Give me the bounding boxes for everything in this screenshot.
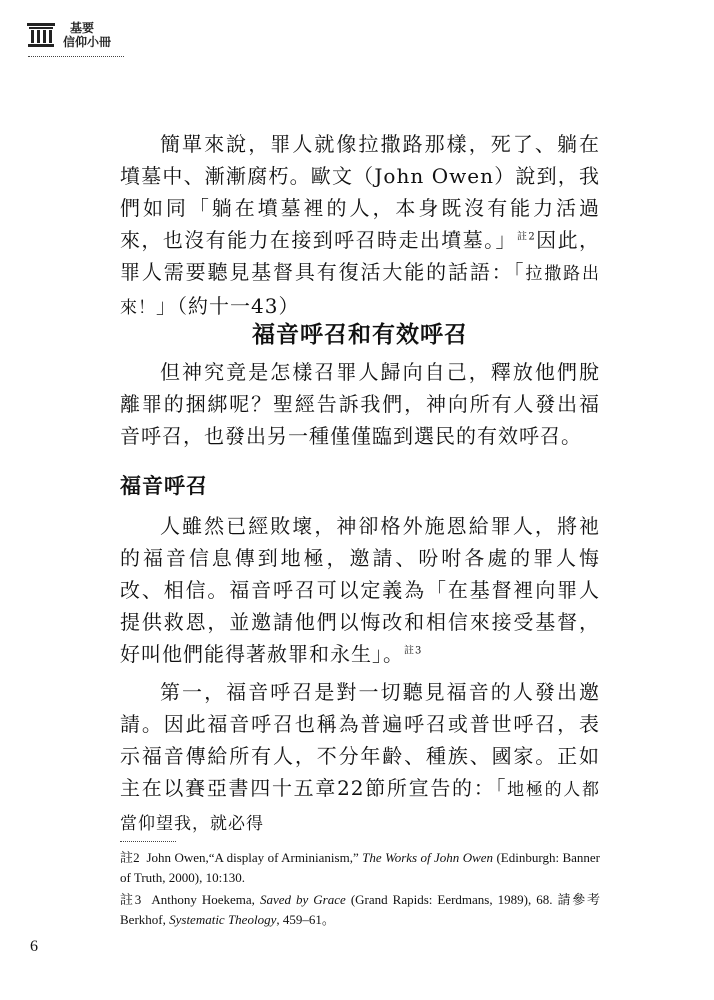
book-title: Systematic Theology — [169, 912, 277, 927]
subsection-title: 福音呼召 — [120, 473, 208, 498]
footnote-2 — [120, 848, 600, 888]
footnote-3 — [120, 890, 600, 930]
section-title: 福音呼召和有效呼召 — [252, 321, 468, 348]
lazarus-quote: 拉撒路出來！ — [120, 264, 601, 318]
footnote-text: John Owen,“A display of Arminianism,” — [146, 850, 359, 865]
footnote-divider — [120, 841, 176, 842]
footnotes — [120, 848, 600, 932]
series-header — [26, 20, 126, 58]
paragraph-1 — [120, 128, 600, 324]
series-title-line1: 基要 — [70, 21, 95, 35]
footnote-text: (Edinburgh: Banner of Truth, 2000), 10:130. — [120, 850, 601, 885]
header-divider — [28, 56, 124, 57]
paragraph-2 — [120, 356, 600, 452]
footnote-ref-2: 註2 — [516, 231, 536, 243]
book-title: The Works of John Owen — [362, 850, 494, 865]
scripture-ref: 」（約十一43） — [156, 294, 300, 318]
paragraph-4 — [120, 676, 600, 840]
footnote-text: Anthony Hoekema, — [151, 892, 255, 907]
isaiah-quote: 地極的人都當仰望我，就必得 — [120, 780, 600, 834]
book-title: Saved by Grace — [259, 892, 346, 907]
paragraph-4-text: 第一，福音呼召是對一切聽見福音的人發出邀請。因此福音呼召也稱為普遍呼召或普世呼召，表示福音傳給所有人，不分年齡、種族、國家。正如主在以賽亞書四十五章22節所宣告的：「 — [120, 680, 600, 800]
footnote-ref-3: 註3 — [404, 645, 423, 657]
series-title-line2: 信仰小冊 — [63, 35, 112, 49]
paragraph-3-text: 人雖然已經敗壞，神卻格外施恩給罪人，將祂的福音信息傳到地極，邀請、吩咐各處的罪人悔改、相信。福音呼召可以定義為「在基督裡向罪人提供救恩，並邀請他們以悔改和相信來接受基督，好叫他們能得著赦罪和永生」。 — [120, 514, 600, 666]
footnote-text: , 459–61。 — [276, 912, 335, 927]
pillar-logo-icon — [26, 22, 56, 48]
paragraph-1-text: 簡單來說，罪人就像拉撒路那樣，死了、躺在墳墓中、漸漸腐朽。歐文（John Owen）說到，我們如同「躺在墳墓裡的人，本身既沒有能力活過來，也沒有能力在接到呼召時走出墳墓。」 — [120, 132, 600, 252]
footnote-text: (Grand Rapids: Eerdmans, 1989), 68. 請參考 Berkhof, — [120, 892, 601, 927]
paragraph-2-text: 但神究竟是怎樣召罪人歸向自己，釋放他們脫離罪的捆綁呢？聖經告訴我們，神向所有人發出福音呼召，也發出另一種僅僅臨到選民的有效呼召。 — [120, 360, 600, 448]
paragraph-1-text-cont: 因此，罪人需要聽見基督具有復活大能的話語：「 — [120, 228, 600, 284]
footnote-label: 註3 — [120, 892, 142, 907]
paragraph-3 — [120, 510, 600, 670]
page-number: 6 — [30, 938, 38, 955]
footnote-label: 註2 — [120, 850, 140, 865]
